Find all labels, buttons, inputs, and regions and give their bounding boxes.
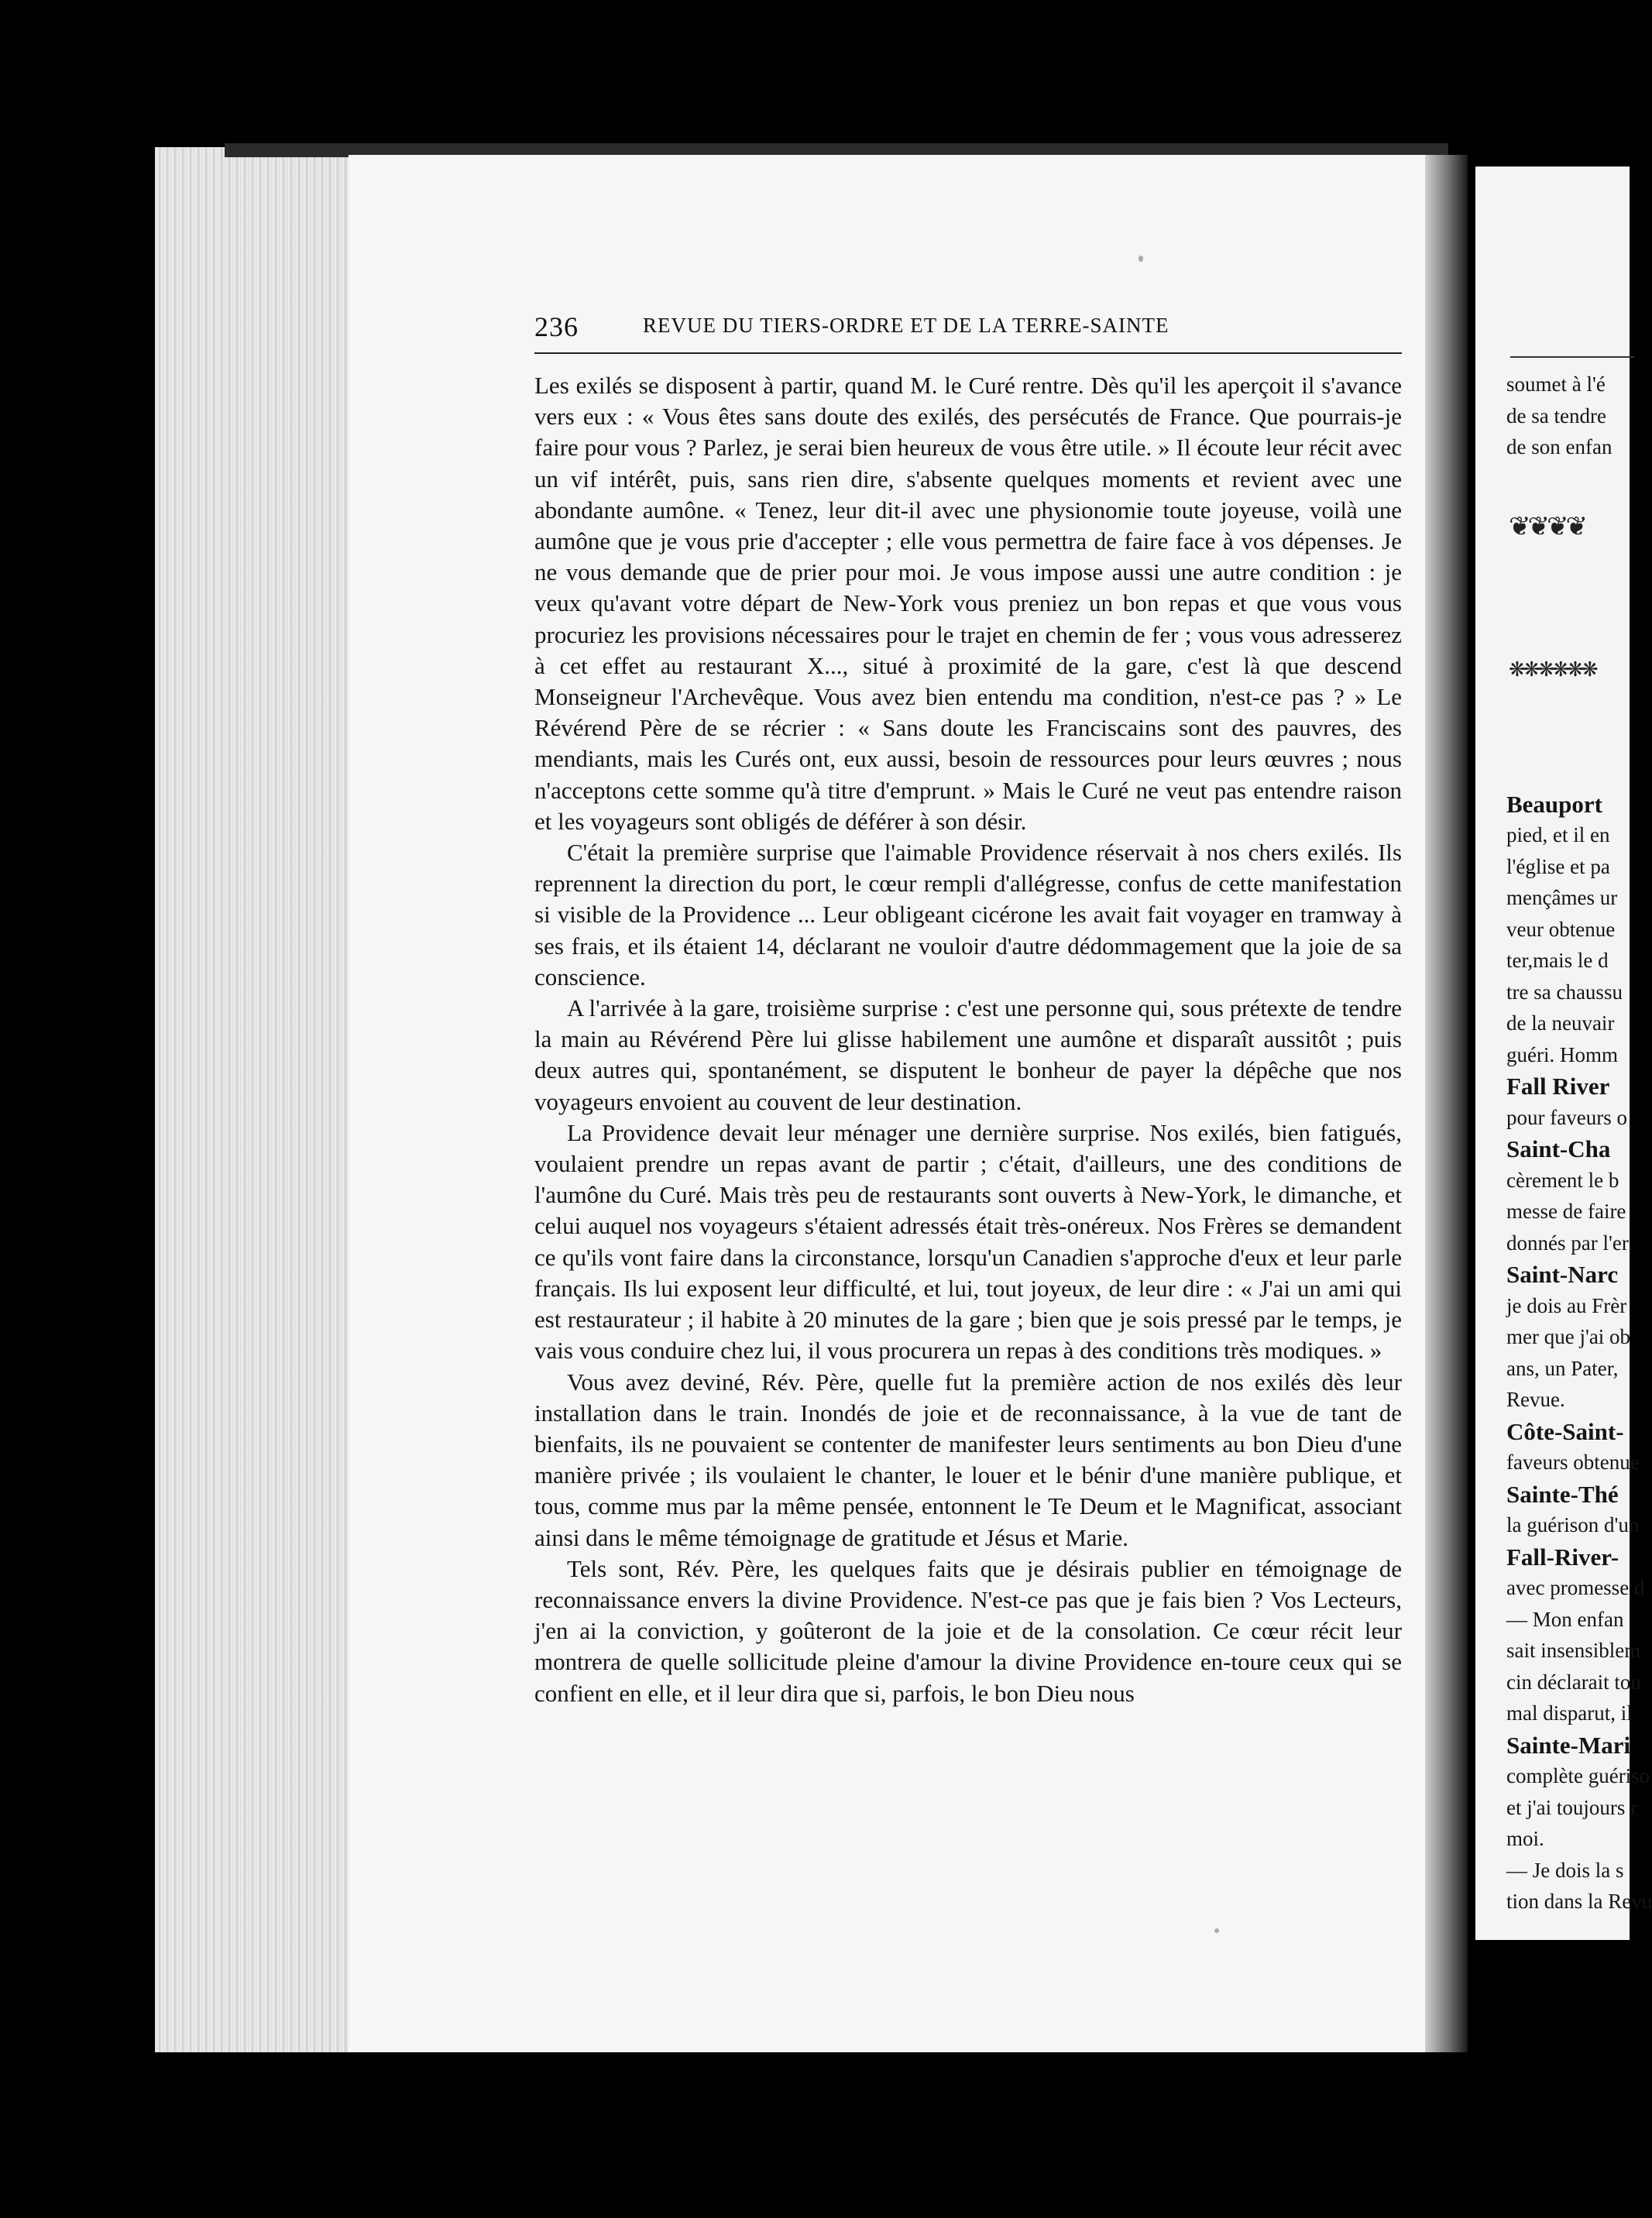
- right-page-line: Saint-Narc: [1506, 1261, 1619, 1288]
- right-page-line: mal disparut, il: [1506, 1701, 1633, 1725]
- right-page-line: Sainte-Thé: [1506, 1480, 1619, 1508]
- right-page-line: donnés par l'er: [1506, 1231, 1629, 1255]
- right-page-line: Beauport: [1506, 790, 1602, 818]
- right-page-line: cèrement le b: [1506, 1168, 1619, 1192]
- journal-title: REVUE DU TIERS-ORDRE ET DE LA TERRE-SAINTE: [643, 314, 1169, 337]
- book-page-edges: [155, 147, 349, 2052]
- right-page-line: je dois au Frèr: [1506, 1293, 1627, 1317]
- right-page-line: ans, un Pater,: [1506, 1356, 1619, 1380]
- speck: [1139, 256, 1143, 262]
- right-page-line: de la neuvair: [1506, 1011, 1615, 1035]
- right-page-line: de son enfan: [1506, 435, 1613, 458]
- right-page-line: la guérison d'un: [1506, 1513, 1640, 1536]
- paragraph: C'était la première surprise que l'aimable Providence réservait à nos chers exilés. Ils reprennent la direction du port, le cœur rempli d'allégresse, confus de cette manifestation si visible de la Providence ... Leur obligeant cicérone les avait fait voyager en tramway à ses frais, et ils étaient 14, déclarant ne vouloir d'autre dédommagement que la joie de sa conscience.: [534, 839, 1402, 991]
- right-page-line: — Je dois la s: [1506, 1858, 1624, 1882]
- right-page-line: Sainte-Mari: [1506, 1731, 1631, 1759]
- right-page-line: Fall River: [1506, 1073, 1610, 1100]
- page-number: 236: [534, 311, 579, 342]
- right-page-line: Côte-Saint-: [1506, 1417, 1624, 1445]
- right-page-line: l'église et pa: [1506, 854, 1610, 878]
- right-page-line: pour faveurs o: [1506, 1105, 1627, 1129]
- ornament-lower: ❋❋❋❋❋❋: [1509, 658, 1596, 681]
- paragraph: A l'arrivée à la gare, troisième surprise : c'est une personne qui, sous prétexte de tendre la main au Révérend Père lui glisse habilement une aumône et disparaît aussitôt ; puis deux autres qui, spontanément, se disputent le bonheur de payer la dépêche que nos voyageurs envoient au couvent de leur destination.: [534, 994, 1402, 1115]
- right-page-rule: [1510, 356, 1634, 358]
- right-page-line: tion dans la Revu: [1506, 1890, 1652, 1913]
- right-page-line: de sa tendre: [1506, 403, 1606, 427]
- right-page-line: pied, et il en: [1506, 823, 1610, 846]
- right-page-line: messe de faire: [1506, 1200, 1626, 1223]
- right-page-line: tre sa chaussu: [1506, 980, 1623, 1004]
- paragraph: La Providence devait leur ménager une dernière surprise. Nos exilés, bien fatigués, voulaient prendre un repas avant de partir ; c'était, d'ailleurs, une des conditions de l'aumône du Curé. Mais très peu de restaurants sont ouverts à New-York, le dimanche, et celui auquel nos voyageurs s'étaient adressés était très-onéreux. Nos Frères se demandent ce qu'ils vont faire dans la circonstance, lorsqu'un Canadien s'approche d'eux et leur parle français. Ils lui exposent leur difficulté, et lui, tout joyeux, de leur dire : « J'ai un ami qui est restaurateur ; il habite à 20 minutes de la gare ; bien que je sois pressé par le temps, je vais vous conduire chez lui, il vous procurera un repas à des conditions très modiques. »: [534, 1118, 1402, 1365]
- right-page-line: et j'ai toujours r: [1506, 1795, 1638, 1819]
- book-gutter: [1425, 155, 1468, 2052]
- right-page-line: guéri. Homm: [1506, 1042, 1618, 1066]
- paragraph: Tels sont, Rév. Père, les quelques faits que je désirais publier en témoignage de reconnaissance envers la divine Providence. N'est-ce pas que je fais bien ? Vos Lecteurs, j'en ai la conviction, y goûteront de la joie et de la consolation. Ce cœur récit leur montrera de quelle sollicitude pleine d'amour la divine Providence en-toure ceux qui se confient en elle, et il leur dira que si, parfois, le bon Dieu nous: [534, 1554, 1402, 1707]
- right-page-line: mer que j'ai ob: [1506, 1325, 1631, 1348]
- right-page-line: Fall-River-: [1506, 1543, 1619, 1571]
- right-page-line: mençâmes ur: [1506, 886, 1618, 909]
- paragraph: Vous avez deviné, Rév. Père, quelle fut la première action de nos exilés dès leur installation dans le train. Inondés de joie et de reconnaissance, à la vue de tant de bienfaits, ils ne pouvaient se contenter de manifester leurs sentiments au bon Dieu d'une manière privée ; ils voulaient le chanter, le louer et le bénir d'une manière publique, et tous, comme mus par la même pensée, entonnent le Te Deum et le Magnificat, associant ainsi dans le même témoignage de gratitude et Jésus et Marie.: [534, 1368, 1402, 1551]
- ornament-upper: ❦❦❦❦: [1509, 513, 1585, 541]
- right-page-line: complète guériso: [1506, 1764, 1650, 1787]
- body-text: [534, 370, 1402, 1709]
- right-page-line: ter,mais le d: [1506, 949, 1609, 972]
- paragraph: Les exilés se disposent à partir, quand M. le Curé rentre. Dès qu'il les aperçoit il s'avance vers eux : « Vous êtes sans doute des exilés, des persécutés de France. Que pourrais-je faire pour vous ? Parlez, je serai bien heureux de vous être utile. » Il écoute leur récit avec un vif intérêt, puis, sans rien dire, s'absente quelques moments et revient avec une abondante aumône. « Tenez, leur dit-il avec une physionomie toute joyeuse, voilà une aumône que je vous prie d'accepter ; elle vous permettra de faire face à vos dépenses. Je ne vous demande que de prier pour moi. Je vous impose aussi une autre condition : je veux qu'avant votre départ de New-York vous preniez un bon repas et que vous vous procuriez les provisions nécessaires pour le trajet en chemin de fer ; vous vous adresserez à cet effet au restaurant X..., situé à proximité de la gare, c'est là que descend Monseigneur l'Archevêque. Vous avez bien entendu ma condition, n'est-ce pas ? » Le Révérend Père de se récrier : « Sans doute les Franciscains sont des pauvres, des mendiants, mais les Curés ont, eux aussi, besoin de ressources pour leurs œuvres ; nous n'acceptons cette somme qu'à titre d'emprunt. » Mais le Curé ne veut pas entendre raison et les voyageurs sont obligés de déférer à son désir.: [534, 372, 1402, 835]
- right-page-line: avec promesse d: [1506, 1576, 1645, 1599]
- right-page-line: Revue.: [1506, 1388, 1565, 1411]
- right-page-line: veur obtenue: [1506, 917, 1616, 941]
- right-page-line: moi.: [1506, 1827, 1544, 1850]
- running-head: [534, 306, 1402, 354]
- right-page-line: faveurs obtenue: [1506, 1451, 1640, 1474]
- right-page-line: — Mon enfan: [1506, 1607, 1624, 1631]
- right-page-line: Saint-Cha: [1506, 1135, 1611, 1162]
- right-page-line: sait insensiblem: [1506, 1639, 1641, 1662]
- right-page-line: soumet à l'é: [1506, 373, 1606, 396]
- speck: [1214, 1928, 1219, 1933]
- right-page-line: cin déclarait tou: [1506, 1670, 1641, 1694]
